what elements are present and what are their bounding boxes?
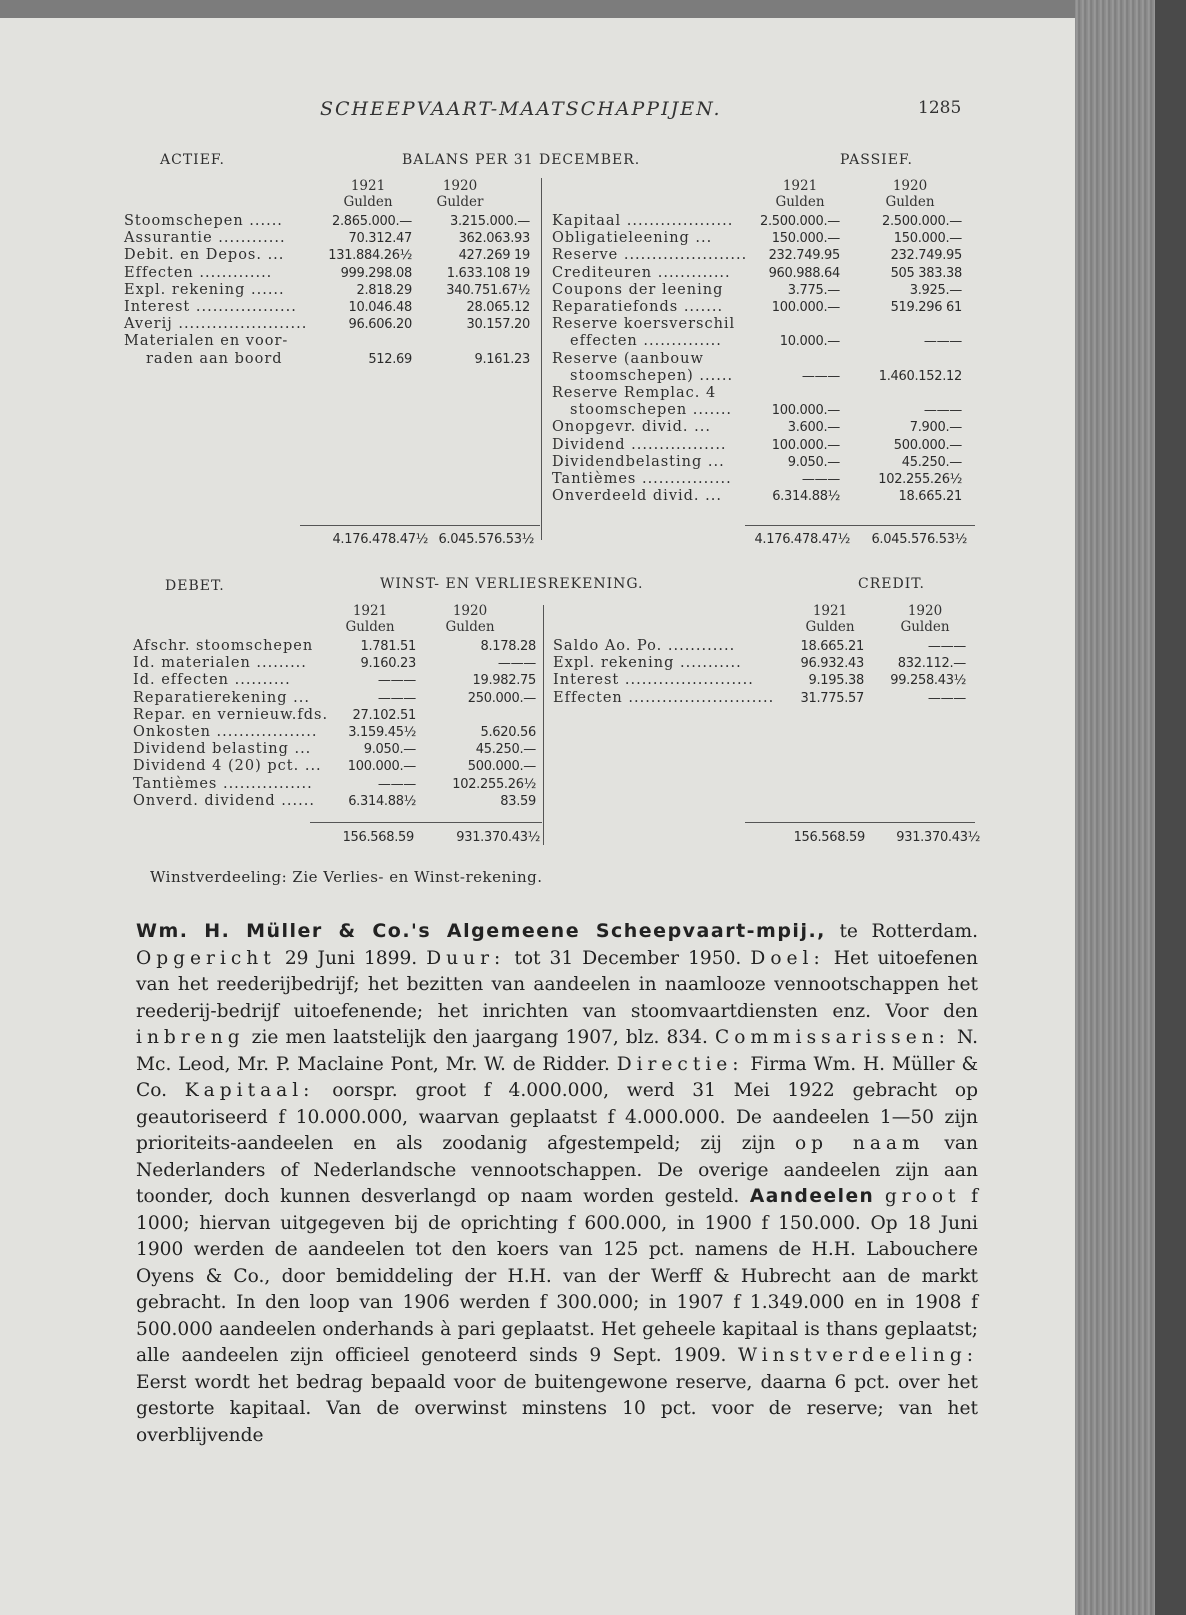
debit-row-label: Dividend belasting ... [133, 741, 312, 758]
credit-row-value-1920: 832.112.— [897, 656, 966, 672]
debit-row-value-1921: 9.050.— [363, 742, 416, 758]
keyword-op-naam: op naam [794, 1133, 925, 1154]
debit-row-label: Id. materialen ......... [133, 655, 307, 672]
asset-row-label: Averij ....................... [124, 316, 308, 333]
asset-row-value-1920: 9.161.23 [474, 351, 530, 367]
debit-row-label: Tantièmes ................ [133, 775, 313, 792]
credit-row-label: Expl. rekening ........... [553, 655, 742, 672]
liability-row-value-1920: ——— [923, 403, 962, 419]
balance-left-title: ACTIEF. [160, 152, 225, 168]
company-text-10 [874, 1186, 885, 1207]
liability-row-value-1920: 505 383.38 [890, 265, 962, 281]
liability-row-label: Onopgevr. divid. ... [552, 419, 711, 436]
asset-row-label: Effecten ............. [124, 264, 273, 281]
liability-row-value-1921: 232.749.95 [768, 248, 840, 264]
book-spine [1155, 0, 1186, 1615]
asset-row-label: Assurantie ............ [124, 230, 286, 247]
asset-row-label: Materialen en voor- [124, 333, 289, 350]
pnl-year-1920-left: 1920 [452, 603, 488, 619]
pnl-year-1921-left: 1921 [352, 603, 388, 619]
balance-total-rule-right [745, 525, 975, 526]
company-text-2: 29 Juni 1899. [275, 947, 427, 969]
liability-row-label: stoomschepen ....... [570, 402, 733, 419]
debit-row-label: Dividend 4 (20) pct. ... [133, 758, 322, 775]
balance-total-left-1920: 6.045.576.53½ [438, 532, 534, 547]
asset-row-value-1920: 427.269 19 [458, 248, 530, 264]
pnl-divider [543, 605, 544, 845]
debit-row-label: Onverd. dividend ...... [133, 792, 315, 809]
pnl-total-rule-right [745, 822, 975, 823]
debit-row-label: Id. effecten .......... [133, 672, 291, 689]
balance-divider [541, 178, 542, 540]
debit-row-value-1920: ——— [497, 656, 536, 672]
pnl-year-1921-right: 1921 [812, 603, 848, 619]
liability-row-label: Obligatieleening ... [552, 230, 713, 247]
asset-row-label: Interest .................. [124, 299, 297, 315]
debit-row-value-1921: 3.159.45½ [348, 725, 416, 740]
debit-row-value-1921: 6.314.88½ [348, 793, 416, 809]
balance-right-title: PASSIEF. [840, 152, 913, 168]
asset-row-value-1921: 96.606.20 [348, 317, 412, 333]
credit-row-value-1920: ——— [927, 639, 966, 654]
liability-row-value-1921: 2.500.000.— [760, 214, 840, 229]
liability-row-label: Kapitaal ................... [552, 213, 734, 229]
liability-row-label: Dividend ................. [552, 436, 727, 453]
balance-unit-1921-left: Gulden [343, 194, 393, 210]
liability-row-value-1921: 960.988.64 [768, 265, 840, 281]
asset-row-value-1920: 28.065.12 [466, 300, 530, 315]
liability-row-value-1921: ——— [801, 472, 840, 487]
debit-row-label: Afschr. stoomschepen [133, 638, 314, 654]
pnl-total-left-1921: 156.568.59 [342, 830, 414, 845]
debit-row-value-1920: 8.178.28 [480, 639, 536, 654]
debit-row-value-1921: 9.160.23 [360, 656, 416, 672]
pnl-total-right-1921: 156.568.59 [793, 830, 865, 845]
debit-row-value-1921: ——— [377, 690, 416, 706]
liability-row-value-1921: 100.000.— [771, 300, 840, 315]
asset-row-value-1921: 999.298.08 [340, 265, 412, 281]
keyword-directie: Directie: [616, 1053, 744, 1075]
liability-row-label: Reserve Remplac. 4 [552, 385, 717, 401]
liability-row-value-1920: 102.255.26½ [878, 472, 962, 487]
liability-row-label: Dividendbelasting ... [552, 453, 725, 470]
debit-row-value-1921: 100.000.— [347, 759, 416, 775]
debit-row-value-1920: 45.250.— [475, 742, 536, 758]
liability-row-label: Reserve (aanbouw [552, 350, 704, 367]
credit-row-label: Interest ....................... [553, 672, 754, 689]
liability-row-label: Onverdeeld divid. ... [552, 488, 722, 505]
liability-row-value-1920: 1.460.152.12 [878, 368, 962, 384]
company-text-7: Firma Wm. H. Müller & Co. [136, 1053, 978, 1101]
balance-title: BALANS PER 31 DECEMBER. [402, 152, 641, 168]
liability-row-label: stoomschepen) ...... [570, 367, 734, 384]
credit-row-value-1920: 99.258.43½ [890, 673, 966, 689]
asset-row-value-1921: 2.865.000.— [332, 214, 412, 229]
debit-row-value-1920: 102.255.26½ [452, 776, 536, 792]
liability-row-label: Crediteuren ............. [552, 264, 731, 281]
liability-row-value-1921: 100.000.— [771, 437, 840, 453]
debit-row-value-1921: 27.102.51 [352, 707, 416, 723]
liability-row-value-1920: ——— [923, 334, 962, 350]
asset-row-value-1920: 30.157.20 [466, 317, 530, 333]
liability-row-value-1920: 150.000.— [893, 231, 962, 247]
liability-row-value-1920: 500.000.— [893, 437, 962, 453]
asset-row-label: raden aan boord [146, 350, 283, 367]
balance-unit-1920-left: Gulder [436, 194, 484, 210]
company-description [136, 918, 978, 1449]
company-text-4: Het uitoefenen van het reederijbedrijf; het bezitten van aandeelen in naamlooze vennootschappen het reederij-bedrijf uitoefenende; het inrichten van stoomvaartdiensten enz. Voor den [136, 947, 978, 1022]
keyword-duur: Duur: [426, 947, 506, 969]
asset-row-label: Stoomschepen ...... [124, 213, 283, 229]
pnl-total-rule-left [310, 822, 542, 823]
company-text-5: zie men laatstelijk den jaargang 1907, blz. 834. [244, 1027, 715, 1048]
liability-row-value-1921: ——— [801, 368, 840, 384]
credit-row-value-1921: 9.195.38 [808, 673, 864, 689]
debit-row-label: Repar. en vernieuw.fds. [133, 706, 329, 723]
company-text-1: te Rotterdam. [825, 921, 979, 942]
pnl-right-title: CREDIT. [858, 576, 925, 592]
liability-row-value-1921: 150.000.— [771, 231, 840, 247]
balance-total-right-1921: 4.176.478.47½ [754, 532, 850, 547]
debit-row-value-1921: ——— [377, 673, 416, 689]
pnl-total-right-1920: 931.370.43½ [896, 830, 980, 845]
pnl-left-title: DEBET. [165, 578, 225, 594]
credit-row-value-1921: 96.932.43 [800, 656, 864, 672]
credit-row-label: Saldo Ao. Po. ............ [553, 638, 736, 654]
top-edge [0, 0, 1075, 18]
keyword-aandeelen: Aandeelen [749, 1186, 875, 1207]
company-text-9: van Nederlanders of Nederlandsche vennootschappen. De overige aandeelen zijn aan toonder, doch kunnen desverlangd op naam worden gesteld. [136, 1133, 978, 1207]
asset-row-value-1921: 512.69 [368, 351, 412, 367]
credit-row-label: Effecten .......................... [553, 689, 775, 706]
liability-row-value-1920: 519.296 61 [890, 300, 962, 315]
debit-row-value-1921: ——— [377, 776, 416, 792]
balance-total-left-1921: 4.176.478.47½ [332, 532, 428, 547]
asset-row-value-1920: 362.063.93 [458, 231, 530, 247]
keyword-commissarissen: Commissarissen: [714, 1027, 950, 1048]
company-text-8: oorspr. groot f 4.000.000, werd 31 Mei 1922 gebracht op geautoriseerd f 10.000.000, waarvan geplaatst f 4.000.000. De aandeelen 1—50 zijn prioriteits-aandeelen en als zoodanig afgestempeld; zij zijn [136, 1080, 978, 1154]
balance-total-rule-left [300, 525, 540, 526]
balance-unit-1921-right: Gulden [775, 194, 825, 210]
asset-row-label: Debit. en Depos. ... [124, 247, 285, 264]
liability-row-value-1920: 232.749.95 [890, 248, 962, 264]
pnl-unit-1921-left: Gulden [345, 619, 395, 635]
asset-row-value-1920: 1.633.108 19 [446, 265, 530, 281]
balance-year-1920-right: 1920 [892, 178, 928, 194]
balance-year-1920-left: 1920 [442, 178, 478, 194]
liability-row-label: Coupons der leening [552, 281, 724, 298]
debit-row-value-1920: 19.982.75 [472, 673, 536, 689]
liability-row-value-1921: 100.000.— [771, 403, 840, 419]
pnl-unit-1920-left: Gulden [445, 619, 495, 635]
balance-total-right-1920: 6.045.576.53½ [871, 532, 967, 547]
pnl-year-1920-right: 1920 [907, 603, 943, 619]
pnl-unit-1920-right: Gulden [900, 619, 950, 635]
credit-row-value-1921: 18.665.21 [800, 639, 864, 654]
liability-row-label: effecten .............. [570, 333, 722, 350]
pnl-unit-1921-right: Gulden [805, 619, 855, 635]
credit-row-value-1921: 31.775.57 [800, 690, 864, 706]
asset-row-value-1920: 340.751.67½ [446, 282, 530, 298]
liability-row-value-1920: 45.250.— [901, 454, 962, 470]
asset-row-value-1920: 3.215.000.— [450, 214, 530, 229]
debit-row-label: Onkosten .................. [133, 724, 318, 740]
liability-row-value-1920: 18.665.21 [898, 489, 962, 505]
asset-row-label: Expl. rekening ...... [124, 281, 285, 298]
liability-row-value-1920: 7.900.— [909, 420, 962, 436]
liability-row-value-1920: 2.500.000.— [882, 214, 962, 229]
balance-year-1921-left: 1921 [350, 178, 386, 194]
liability-row-value-1921: 3.775.— [787, 282, 840, 298]
keyword-opgericht: Opgericht [136, 947, 276, 969]
pnl-title: WINST- EN VERLIESREKENING. [380, 576, 644, 592]
liability-row-label: Reparatiefonds ....... [552, 299, 724, 315]
debit-row-label: Reparatierekening ... [133, 689, 310, 706]
keyword-kapitaal: Kapitaal: [184, 1080, 315, 1101]
balance-unit-1920-right: Gulden [885, 194, 935, 210]
liability-row-value-1920: 3.925.— [909, 282, 962, 298]
pnl-total-left-1920: 931.370.43½ [456, 830, 540, 845]
liability-row-value-1921: 3.600.— [787, 420, 840, 436]
company-text-3: tot 31 December 1950. [505, 947, 751, 969]
profit-distribution-note: Winstverdeeling: Zie Verlies- en Winst-rekening. [150, 868, 543, 886]
liability-row-label: Reserve ...................... [552, 247, 748, 264]
debit-row-value-1921: 1.781.51 [360, 639, 416, 654]
company-name: Wm. H. Müller & Co.'s Algemeene Scheepvaart-mpij., [136, 920, 826, 942]
liability-row-label: Tantièmes ................ [552, 471, 732, 487]
company-text-6: N. Mc. Leod, Mr. P. Maclaine Pont, Mr. W. de Ridder. [136, 1027, 979, 1075]
balance-year-1921-right: 1921 [782, 178, 818, 194]
keyword-winstverdeeling: Winstverdeeling: [737, 1345, 978, 1366]
company-text-11: f 1000; hiervan uitgegeven bij de oprichting f 600.000, in 1900 f 150.000. Op 18 Juni 1900 werden de aandeelen tot den koers van 125 pct. namens de H.H. Labouchere Oyens & Co., door bemiddeling der H.H. van der Werff & Hubrecht aan de markt gebracht. In den loop van 1906 werden f 300.000; in 1907 f 1.349.000 en in 1908 f 500.000 aandeelen onderhands à pari geplaatst. Het geheele kapitaal is thans geplaatst; alle aandeelen zijn officieel genoteerd sinds 9 Sept. 1909. [136, 1186, 978, 1366]
liability-row-value-1921: 10.000.— [779, 334, 840, 350]
debit-row-value-1920: 500.000.— [467, 759, 536, 775]
asset-row-value-1921: 70.312.47 [348, 231, 412, 247]
company-text-12: Eerst wordt het bedrag bepaald voor de buitengewone reserve, daarna 6 pct. over het gestorte kapitaal. Van de overwinst minstens 10 pct. voor de reserve; van het overblijvende [136, 1371, 978, 1446]
credit-row-value-1920: ——— [927, 690, 966, 706]
debit-row-value-1920: 250.000.— [467, 690, 536, 706]
debit-row-value-1920: 83.59 [500, 793, 536, 809]
keyword-inbreng: inbreng [136, 1027, 245, 1048]
asset-row-value-1921: 10.046.48 [348, 300, 412, 315]
liability-row-value-1921: 6.314.88½ [772, 489, 840, 505]
running-head: SCHEEPVAART-MAATSCHAPPIJEN. [320, 98, 722, 120]
keyword-doel: Doel: [750, 947, 825, 969]
keyword-groot: groot [884, 1186, 961, 1207]
debit-row-value-1920: 5.620.56 [480, 725, 536, 740]
asset-row-value-1921: 2.818.29 [356, 282, 412, 298]
page-number: 1285 [918, 98, 962, 118]
liability-row-label: Reserve koersverschil [552, 316, 736, 333]
asset-row-value-1921: 131.884.26½ [328, 248, 412, 264]
liability-row-value-1921: 9.050.— [787, 454, 840, 470]
